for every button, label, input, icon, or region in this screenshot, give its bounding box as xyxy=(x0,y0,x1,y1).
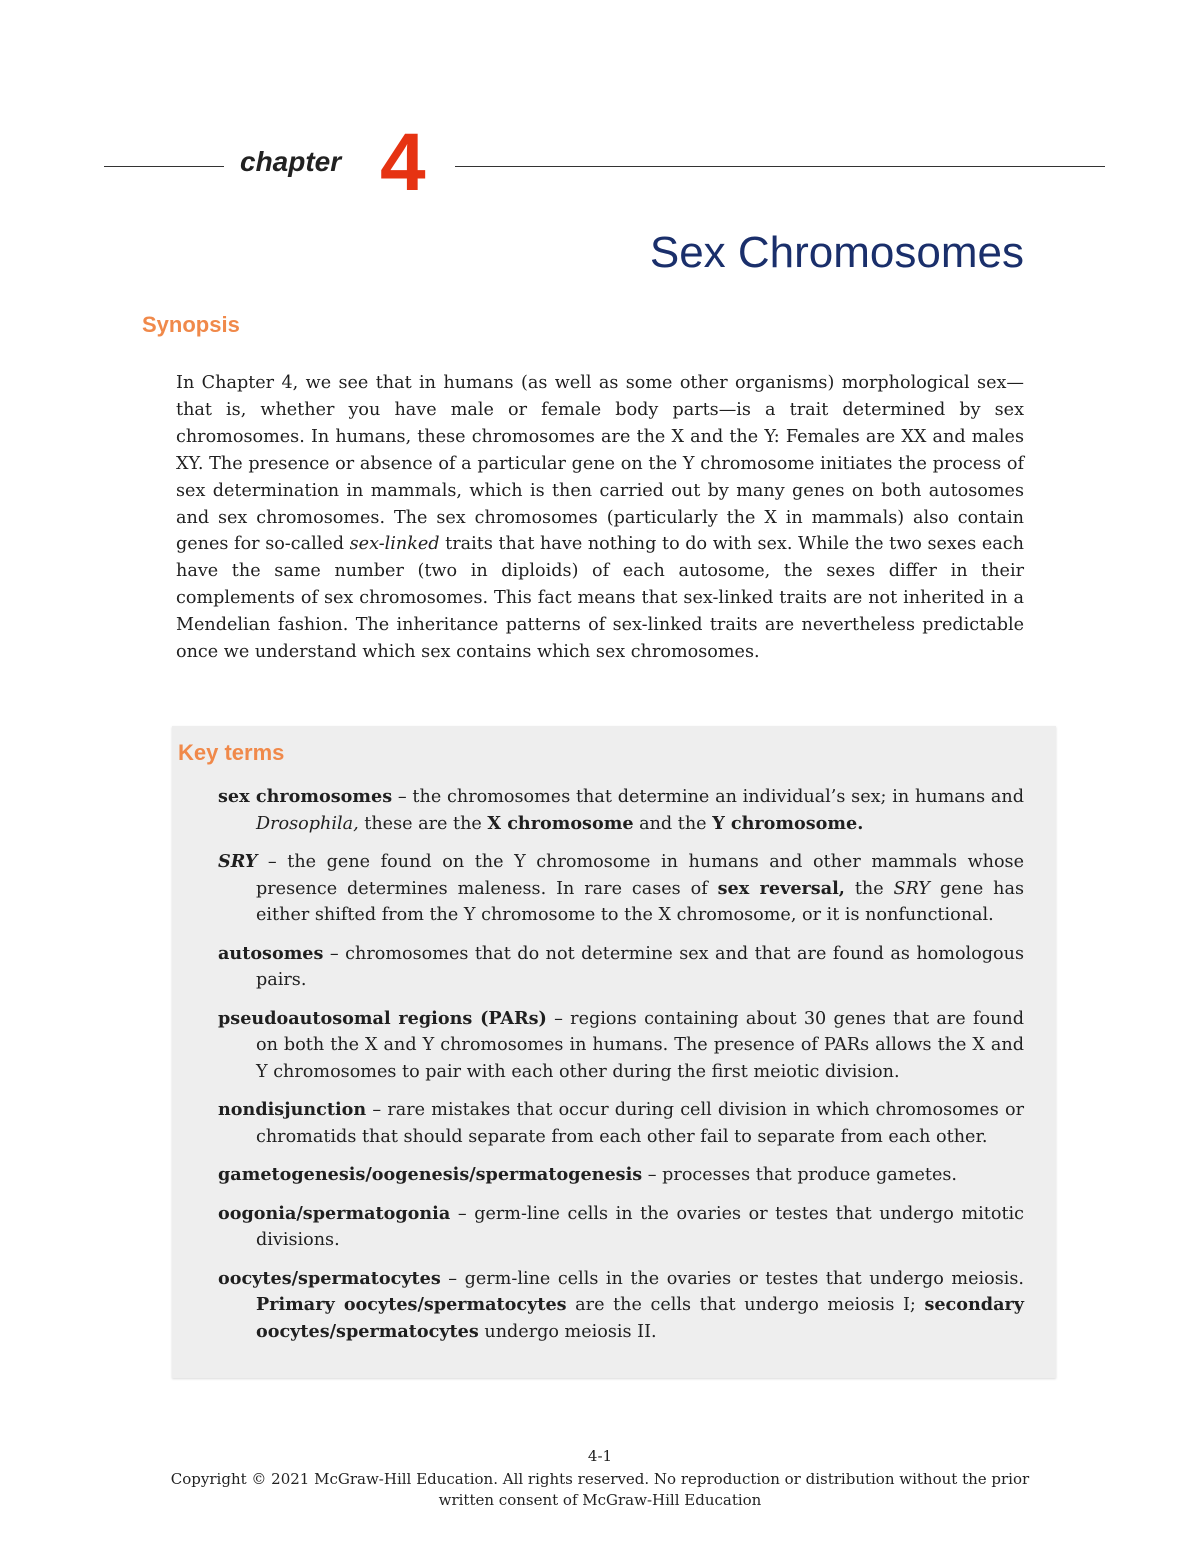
term-name: gametogenesis/oogenesis/spermatogenesis xyxy=(218,1164,643,1185)
term-name: autosomes xyxy=(218,942,324,964)
term-definition: – the gene found on the Y chromosome in humans and other mammals whose presence determines maleness. In rare cases of xyxy=(256,852,1024,899)
term-name: oogonia/spermatogonia xyxy=(218,1202,451,1224)
term-definition: are the cells that undergo meiosis I; xyxy=(566,1295,925,1315)
term-definition: undergo meiosis II. xyxy=(478,1321,657,1342)
term-gametogenesis xyxy=(218,1162,1024,1189)
chapter-number: 4 xyxy=(380,117,426,208)
term-definition: – processes that produce gametes. xyxy=(642,1165,957,1185)
synopsis-emphasis: sex-linked xyxy=(349,534,440,555)
term-definition: the xyxy=(844,878,894,899)
term-definition: – chromosomes that do not determine sex and that are found as homologous pairs. xyxy=(256,943,1024,990)
copyright-line: written consent of McGraw-Hill Education xyxy=(438,1491,762,1509)
term-sex-chromosomes xyxy=(218,784,1024,837)
synopsis-heading: Synopsis xyxy=(142,312,240,337)
term-name: sex chromosomes xyxy=(218,786,393,807)
page-title: Sex Chromosomes xyxy=(649,228,1024,277)
synopsis-text-part: traits that have nothing to do with sex. While the two sexes each have the same number (two in diploids) of each autosome, the sexes differ in their complements of sex chromosomes. This fact means that sex-linked traits are not inherited in a Mendelian fashion. The inheritance patterns of sex-linked traits are nevertheless predictable once we understand which sex contains which sex chromosomes. xyxy=(176,534,1024,663)
header-rule-left xyxy=(104,166,224,167)
term-definition: these are the xyxy=(358,813,488,834)
key-terms-list xyxy=(218,784,1024,1357)
copyright-line: Copyright © 2021 McGraw-Hill Education. All rights reserved. No reproduction or distribution without the prior xyxy=(170,1470,1030,1488)
page-number: 4-1 xyxy=(587,1447,613,1465)
term-bold: Y chromosome. xyxy=(712,812,864,834)
term-definition: gene has either shifted from the Y chromosome to the X chromosome, or it is nonfunctional. xyxy=(256,878,1024,925)
term-pars xyxy=(218,1006,1024,1086)
term-definition: – germ-line cells in the ovaries or testes that undergo meiosis. xyxy=(440,1268,1024,1289)
key-terms-box xyxy=(172,726,1056,1378)
term-bold: secondary oocytes/spermatocytes xyxy=(256,1294,1024,1342)
term-definition: and the xyxy=(633,813,713,834)
term-oogonia xyxy=(218,1201,1024,1254)
key-terms-heading: Key terms xyxy=(178,740,285,765)
term-definition: – rare mistakes that occur during cell division in which chromosomes or chromatids that should separate from each other fail to separate from each other. xyxy=(256,1100,1024,1147)
synopsis-paragraph xyxy=(176,370,1024,666)
chapter-label: chapter xyxy=(240,146,342,177)
term-bold: Primary oocytes/spermatocytes xyxy=(256,1294,567,1315)
synopsis-text-part: In Chapter 4, we see that in humans (as well as some other organisms) morphological sex—that is, whether you have male or female body parts—is a trait determined by sex chromosomes. In humans, these chromosomes are the X and the Y: Females are XX and males XY. The presence or absence of a particular gene on the Y chromosome initiates the process of sex determination in mammals, which is then carried out by many genes on both autosomes and sex chromosomes. The sex chromosomes (particularly the X in mammals) also contain genes for so-called xyxy=(176,373,1024,555)
term-definition: – regions containing about 30 genes that are found on both the X and Y chromosomes in humans. The presence of PARs allows the X and Y chromosomes to pair with each other during the first meiotic division. xyxy=(256,1008,1024,1082)
term-italic: SRY xyxy=(893,878,930,899)
term-sry xyxy=(218,849,1024,929)
term-definition: – the chromosomes that determine an individual’s sex; in humans and xyxy=(392,787,1024,807)
term-name: oocytes/spermatocytes xyxy=(218,1267,441,1289)
header-rule-right xyxy=(455,166,1105,167)
term-name: SRY xyxy=(218,851,258,872)
term-oocytes xyxy=(218,1266,1024,1346)
term-bold: sex reversal, xyxy=(717,877,845,899)
term-name: nondisjunction xyxy=(218,1099,367,1120)
copyright-notice xyxy=(0,1469,1200,1511)
term-bold: X chromosome xyxy=(487,812,634,834)
term-autosomes xyxy=(218,941,1024,994)
term-italic: Drosophila, xyxy=(256,813,359,834)
term-definition: – germ-line cells in the ovaries or testes that undergo mitotic divisions. xyxy=(256,1203,1024,1250)
term-name: pseudoautosomal regions (PARs) xyxy=(218,1007,547,1029)
term-nondisjunction xyxy=(218,1097,1024,1150)
